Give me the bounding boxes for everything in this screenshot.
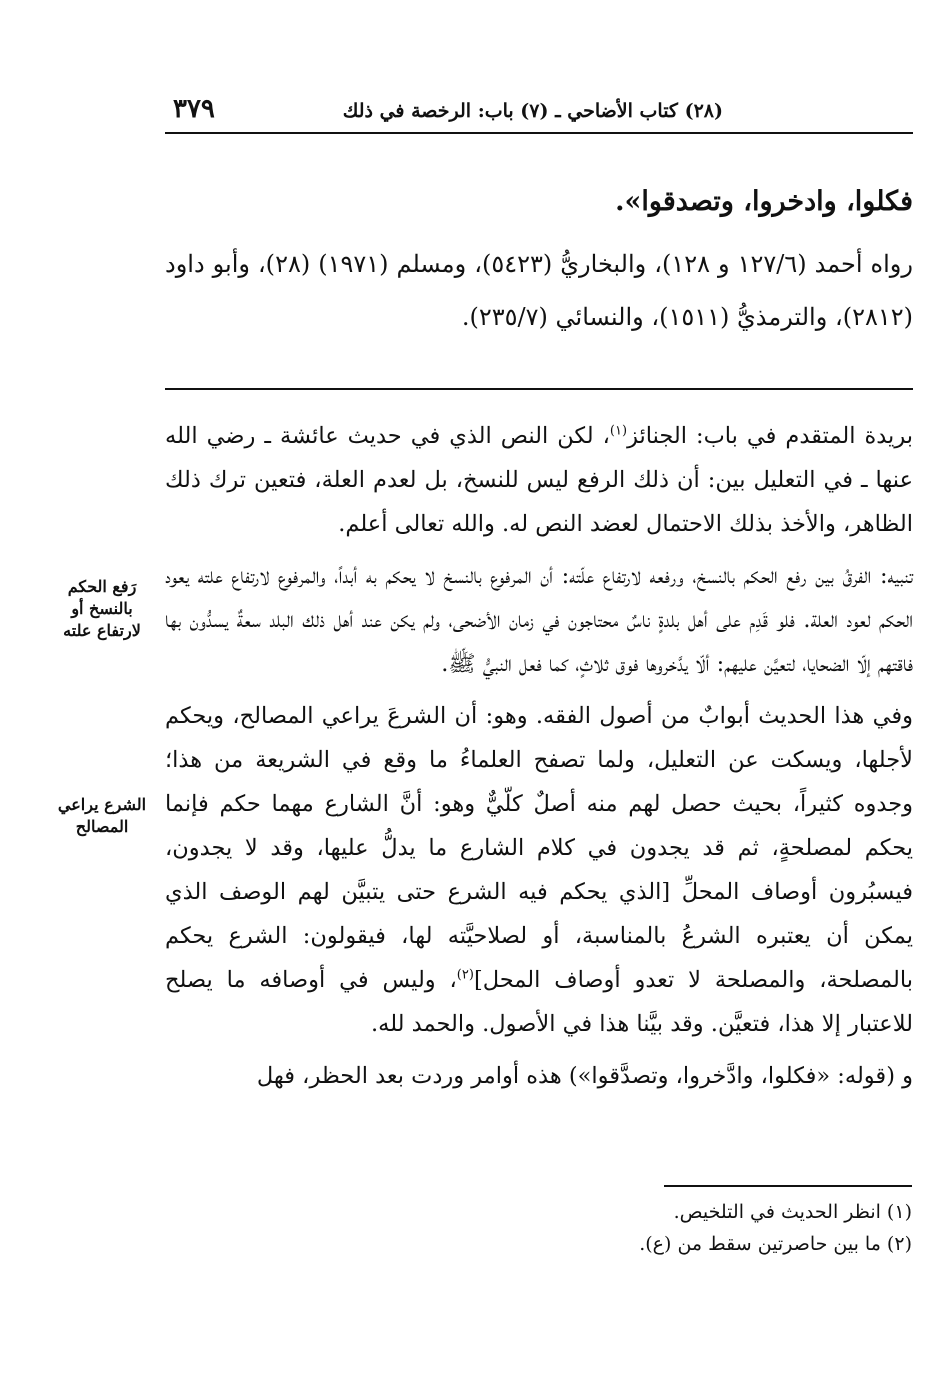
footnote-marker-2: (٢) [456,967,474,983]
footnote-1: (١) انظر الحديث في التلخيص. [673,1201,912,1223]
commentary-paragraph-4: و (قوله: «فكلوا، وادَّخروا، وتصدَّقوا») هذه أوامر وردت بعد الحظر، فهل [256,1063,913,1089]
margin-note-abrogation: رَفع الحكم بالنسخ أو لارتفاع علته [63,577,141,640]
footnote-2: (٢) ما بين حاصرتين سقط من (ع). [639,1233,912,1255]
footnotes [400,1196,912,1260]
footnote-marker-1: (١) [609,423,628,439]
paragraph-text: وفي هذا الحديث أبوابٌ من أصول الفقه. وهو: أن الشرعَ يراعي المصالح، ويحكم لأجلها، ويسكت عن التعليل، ولما تصفح العلماءُ ما وقع في الشريعة من هذا؛ وجدوه كثيراً، بحيث حصل لهم منه أصلٌ كلّيٌّ وهو: أنَّ الشارع مهما حكم فإنما يحكم لمصلحةٍ، ثم قد يجدون في كلام الشارع ما يدلُّ عليها، وقد لا يجدون، فيسبُرون أوصاف المحلِّ [الذي يحكم فيه الشرع حتى يتبيَّن لهم الوصف الذي يمكن أن يعتبره الشرعُ بالمناسبة، أو لصلاحيَّته لها، فيقولون: الشرع يحكم بالمصلحة، والمصلحة لا تعدو أوصاف المحل] [165,703,914,993]
commentary-paragraph-3 [165,694,913,1046]
footnote-divider [664,1185,912,1187]
margin-note-interests: الشرع يراعي المصالح [57,795,147,836]
running-header [165,96,913,130]
paragraph-text: ، لكن النص الذي في حديث عائشة ـ رضي الله عنها ـ في التعليل بين: أن ذلك الرفع ليس للنسخ، بل لعدم العلة، فتعين ترك ذلك الظاهر، والأخذ بذلك الاحتمال لعضد النص له. والله تعالى أعلم. [165,423,913,537]
paragraph-text: ، وليس في أوصافه ما يصلح للاعتبار إلا هذا، فتعيَّن. وقد بيَّنا هذا في الأصول. والحمد لله. [165,967,913,1037]
hadith-text: فكلوا، وادخروا، وتصدقوا». [615,186,913,217]
hadith-section [165,176,913,344]
hadith-reference: رواه أحمد (١٢٧/٦ و ١٢٨)، والبخاريُّ (٥٤٢٣)، ومسلم (١٩٧١) (٢٨)، وأبو داود (٢٨١٢)، والترمذيُّ (١٥١١)، والنسائي (٢٣٥/٧). [165,250,913,331]
commentary-paragraph-2: تنبيه: الفرقُ بين رفع الحكم بالنسخ، ورفعه لارتفاع علّته: أن المرفوع بالنسخ لا يحكم به أبداً، والمرفوع لارتفاع علته يعود الحكم لعود العلة. فلو قَدِم على أهل بلدةٍ ناسٌ محتاجون في زمان الأضحى، ولم يكن عند أهل ذلك البلد سعةٌ يسدُّون بها فاقتهم إلّا الضحايا، لتعيَّن عليهم: ألّا يدَّخروها فوق ثلاثٍ، كما فعل النبيُّ ﷺ. [165,563,913,677]
commentary-paragraph-1 [165,414,913,546]
page-number: ٣٧٩ [173,94,215,124]
paragraph-text: بريدة المتقدم في باب: الجنائز [627,423,913,449]
header-divider [165,132,913,134]
chapter-title: (٢٨) كتاب الأضاحي ـ (٧) باب: الرخصة في ذلك [342,100,723,122]
commentary-section [165,414,913,1098]
section-divider [165,388,913,390]
